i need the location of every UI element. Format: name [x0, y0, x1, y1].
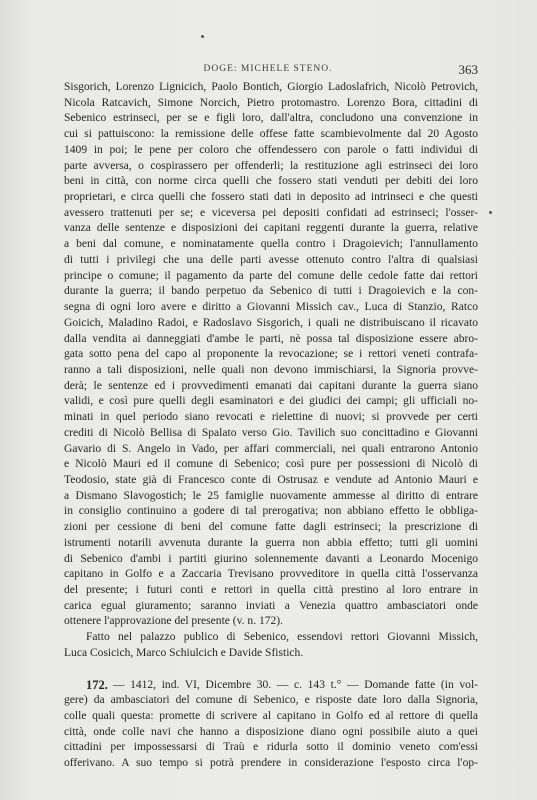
text-line: Sebenico estrinseci, per se e figli loro, dall'altra, concludono una convenzione in: [64, 112, 478, 125]
text-line: Sisgorich, Lorenzo Lignicich, Paolo Bontich, Giorgio Ladoslafrich, Nicolò Petrovich,: [64, 81, 478, 93]
text-line: ranno a tali disposizioni, nelle quali non devono immischiarsi, la Signoria provve-: [64, 363, 478, 376]
text-line: Teodosio, state già di Francesco conte di Ostrusaz e vendute ad Antonio Mauri e: [64, 473, 478, 486]
text-line: zioni per cessione di beni del comune fatte dagli estrinseci; la prescrizione di: [64, 521, 478, 534]
text-line: istrumenti notarili avvenuta durante la guerra non abbia effetto; tutti gli uomini: [64, 536, 478, 549]
text-line: capitano in Golfo e a Zaccaria Trevisano provveditore in quella città l'osservanza: [64, 568, 478, 581]
text-line: beni in città, con norme circa quelli che fossero stati venduti per debiti dei loro: [64, 175, 478, 188]
text-line: Luca Cosicich, Marco Schiulcich e Davide Sfistich.: [64, 646, 304, 659]
page-number: 363: [458, 62, 478, 77]
entry-number: 172.: [86, 677, 108, 692]
text-line: a Dismano Slavogostich; le 25 famiglie nuovamente ammesse al diritto di entrare: [64, 489, 478, 502]
text-line: a beni dal comune, e nominatamente quella contro i Dragoievich; l'annullamento: [64, 238, 478, 251]
text-line: parte avversa, o cospirassero per offenderli; la restituzione agli estrinseci dei loro: [64, 159, 478, 172]
text-line: crediti di Nicolò Bellisa di Spalato verso Gio. Tavilich suo concittadino e Giovanni: [64, 426, 478, 439]
text-line: gere) da ambasciatori del comune di Sebenico, e risposte date loro dalla Signoria,: [64, 694, 478, 707]
text-line: avessero trattenuti per se; e viceversa pei depositi confidati ad estrinseci; l'osser-: [64, 206, 478, 219]
text-line: città, onde colle navi che hanno a disposizione diano ogni possibile aiuto a quei: [64, 725, 478, 738]
text-line: e Nicolò Mauri ed il comune di Sebenico; così pure per possessioni di Nicolò di: [64, 458, 478, 471]
ink-speck: [489, 211, 492, 214]
text-line: durante la guerra; il bando perpetuo da Sebenico di tutti i Dragoievich e la con-: [64, 285, 478, 298]
entry-172: [64, 678, 478, 772]
ink-speck: [201, 35, 204, 38]
text-line: del presente; i futuri conti e rettori in quella città prestino al loro entrare in: [64, 584, 478, 596]
text-line: segna di ogni loro avere e diritto a Giovanni Missich cav., Luca di Stanzio, Ratco: [64, 301, 478, 314]
text-line: Fatto nel palazzo publico di Sebenico, essendovi rettori Giovanni Missich,: [86, 631, 478, 644]
text-line: colle quali questa: promette di scrivere al capitano in Golfo ed al rettore di quella: [64, 710, 478, 723]
text-line: offerivano. A suo tempo si potrà prendere in considerazione l'esposto circa l'op-: [64, 757, 478, 770]
paragraph-gap: [64, 662, 478, 678]
text-line: validi, e così pure quelli degli esaminatori e dei giudici dei campi; gli ufficiali no-: [64, 395, 478, 408]
text-line: Gavario di S. Angelo in Vado, per affari commerciali, nei quali entrarono Antonio: [64, 442, 478, 455]
entry-heading-line: [64, 678, 478, 694]
text-line: vanza delle sentenze e disposizioni dei capitani reggenti durante la guerra, relative: [64, 222, 478, 235]
text-line: ottenere l'approvazione del presente (v. n. 172).: [64, 615, 284, 628]
text-line: minati in quel periodo siano revocati e rielettine di nuovi; si provvede per certi: [64, 411, 478, 424]
text-line: cittadini per impossessarsi di Traù e ridurla sotto il dominio veneto com'essi: [64, 741, 478, 754]
running-title: DOGE: MICHELE STENO.: [203, 64, 333, 74]
text-line: gata sotto pena del capo al proponente la revocazione; se i rettori veneti contrafa-: [64, 348, 478, 361]
summary-paragraph: [64, 80, 478, 630]
text-line: dalla vendita ai danneggiati d'ambe le parti, nè possa tal disposizione essere abro-: [64, 332, 478, 345]
text-line: derà; le sentenze ed i provvedimenti emanati dai capitani durante la guerra siano: [64, 379, 478, 392]
text-line: proprietari, e circa quelli che fossero stati dati in deposito ad intrinseci e che questi: [64, 191, 478, 204]
text-line: principe o comune; il pagamento da parte del comune delle cedole fatte dai rettori: [64, 269, 478, 282]
text-line: Nicola Ratcavich, Simone Norcich, Pietro protomastro. Lorenzo Bora, cittadini di: [64, 96, 478, 109]
entry-heading-text: — 1412, ind. VI, Dicembre 30. — c. 143 t.° — Domande fatte (in vol-: [112, 678, 478, 691]
text-line: di tutti i privilegi che una delle parti avesse ottenuto contro l'altra di qualsiasi: [64, 253, 478, 266]
document-body: [64, 80, 478, 772]
text-line: 1409 in poi; le pene per coloro che offendessero con parole o fatti individui di: [64, 143, 478, 156]
text-line: carica egual giuramento; saranno inviati a Venezia quattro ambasciatori onde: [64, 599, 478, 612]
text-line: in consiglio continuino a godere di tal prerogativa; non abbiano effetto le obbliga-: [64, 505, 478, 518]
closing-paragraph: [64, 630, 478, 661]
text-line: cui si pattuiscono: la remissione delle offese fatte scambievolmente dal 20 Agosto: [64, 128, 478, 141]
text-line: Goicich, Maladino Radoi, e Radoslavo Sisgorich, i quali ne distribuiscano il ricavato: [64, 316, 478, 329]
text-line: di Sebenico d'ambi i partiti giurino solennemente davanti a Leonardo Mocenigo: [64, 552, 478, 565]
